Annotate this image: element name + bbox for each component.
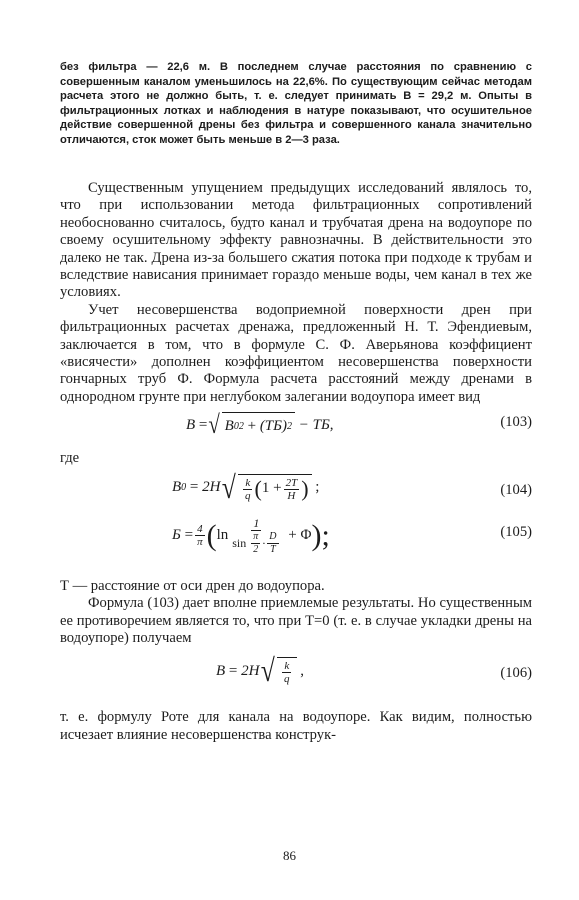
equation-104-expression: B 0 = 2H √ $\frac{k}{q}$ ( 1 + $\frac{2T}{H}$ ) ; xyxy=(172,468,320,505)
equation-103-expression: B = √ B 0 2 + (ТБ) 2 − ТБ, xyxy=(186,410,334,440)
equation-104 xyxy=(60,468,532,514)
equation-105 xyxy=(60,516,532,574)
page-number: 86 xyxy=(283,848,296,863)
equation-106-number: (106) xyxy=(500,665,532,682)
main-text-column xyxy=(60,180,532,744)
paragraph-4: т. е. формулу Роте для канала на водоупоре. Как видим, полностью исчезает влияние несовершенства конструк- xyxy=(60,709,532,743)
equation-103-number: (103) xyxy=(500,414,532,431)
equation-103 xyxy=(60,412,532,444)
equation-105-number: (105) xyxy=(500,523,532,540)
where-label: где xyxy=(60,450,80,467)
paragraph-2: Учет несовершенства водоприемной поверхности дрен при фильтрационных расчетах дренажа, предложенный Н. Т. Эфендиевым, заключается в том, что в формуле С. Ф. Аверьянова коэффициент «висячести» дополнен коэффициентом несовершенства поверхности гончарных труб Ф. Формула расчета расстояний между дренами в однородном грунте при неглубоком залегании водоупора имеет вид xyxy=(60,301,532,405)
equation-104-number: (104) xyxy=(500,481,532,498)
equation-106 xyxy=(60,652,532,703)
equation-106-expression: B = 2H √ $\frac{k}{q}$ , xyxy=(216,652,305,689)
footnote-text-block: без фильтра — 22,6 м. В последнем случае расстояния по сравнению с совершенным каналом уменьшилось на 22,6%. По существующим сейчас методам расчета этого не должно быть, т. е. следует принимать В = 29,2 м. Опыты в фильтрационных лотках и наблюдения в натуре показывают, что осушительное действие совершенной дрены без фильтра и совершенного канала значительно отличаются, сток может быть меньше в 2—3 раза. xyxy=(60,61,532,146)
t-definition: Т — расстояние от оси дрен до водоупора. xyxy=(60,577,325,594)
paragraph-1: Существенным упущением предыдущих исследований являлось то, что при использовании метода фильтрационных сопротивлений необоснованно считалось, будто канал и трубчатая дрена на водоупоре по своему осушительному эффекту равнозначны. В действительности это далеко не так. Дрена из-за большего сжатия потока при подходе к трубам и вследствие нависания принимает гораздо меньше воды, чем канал в тех же условиях. xyxy=(60,180,532,301)
paragraph-3: Формула (103) дает вполне приемлемые результаты. Но существенным ее противоречием является то, что при Т=0 (т. е. в случае укладки дрены на водоупоре) получаем xyxy=(60,595,532,646)
equation-105-expression: Б = $\frac{4}{\pi}$ ( ln 1 sin $\frac{\pi}{2}$ · $\frac{D}{T}$ + Φ ); xyxy=(172,515,330,555)
